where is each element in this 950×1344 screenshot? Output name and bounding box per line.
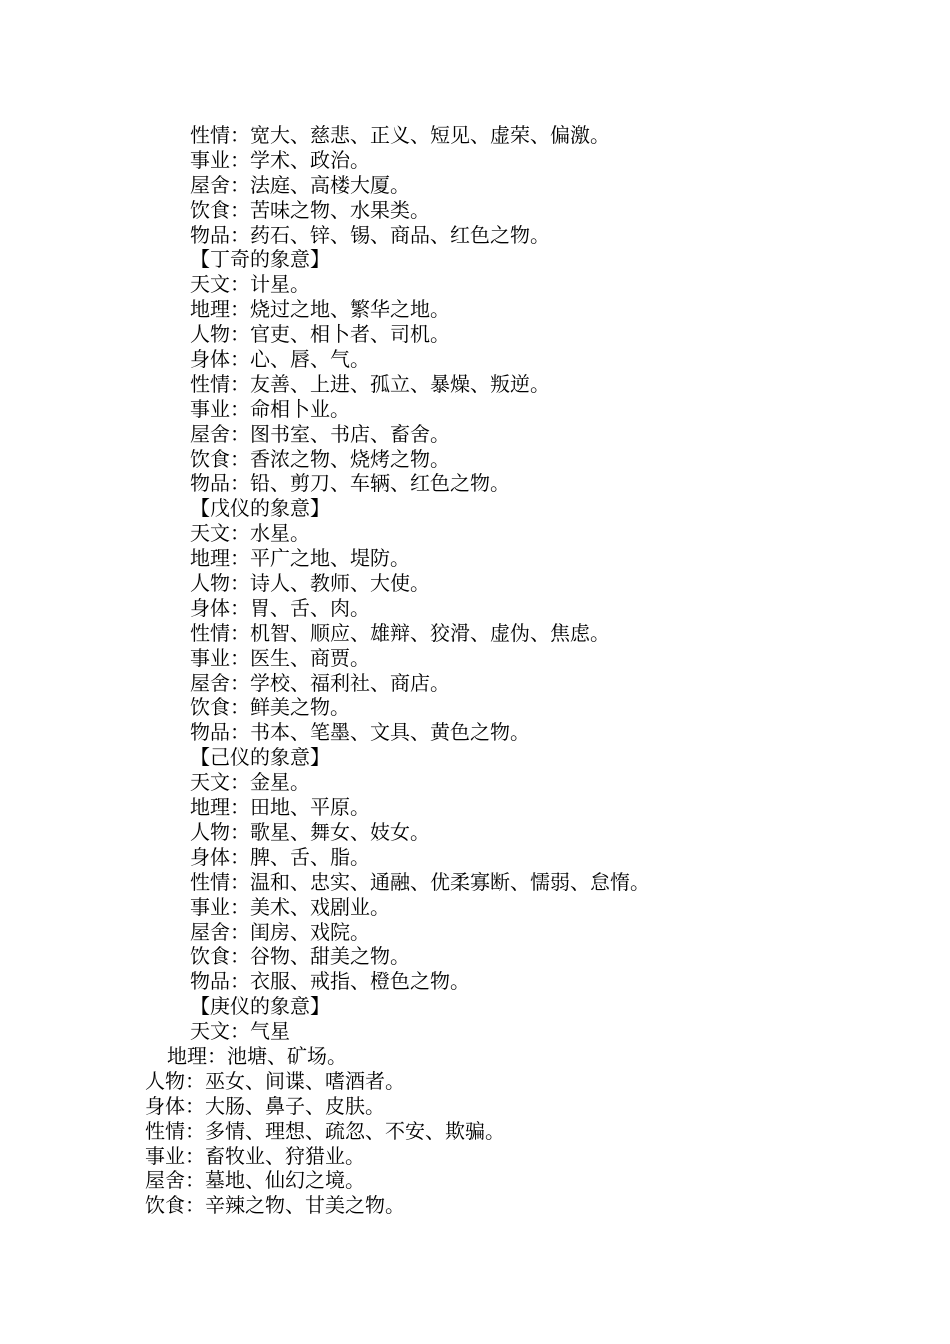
text-line: 天文：金星。	[190, 770, 310, 795]
text-line: 地理：池塘、矿场。	[167, 1043, 347, 1068]
text-line: 地理：田地、平原。	[190, 795, 370, 820]
text-line: 饮食：香浓之物、烧烤之物。	[190, 446, 450, 471]
text-line: 事业：命相卜业。	[190, 396, 350, 421]
text-line: 身体：脾、舌、脂。	[190, 844, 370, 869]
section-heading: 【庚仪的象意】	[190, 994, 330, 1019]
text-line: 事业：医生、商贾。	[190, 645, 370, 670]
text-line: 身体：心、唇、气。	[190, 347, 370, 372]
text-line: 屋舍：墓地、仙幻之境。	[145, 1168, 365, 1193]
text-line: 事业：学术、政治。	[190, 147, 370, 172]
section-heading: 【戊仪的象意】	[190, 496, 330, 521]
text-line: 人物：歌星、舞女、妓女。	[190, 819, 430, 844]
text-line: 人物：官吏、相卜者、司机。	[190, 322, 450, 347]
text-line: 身体：大肠、鼻子、皮肤。	[145, 1093, 385, 1118]
text-line: 物品：书本、笔墨、文具、黄色之物。	[190, 720, 530, 745]
text-line: 人物：巫女、间谍、嗜酒者。	[145, 1068, 405, 1093]
text-line: 饮食：苦味之物、水果类。	[190, 197, 430, 222]
text-line: 事业：畜牧业、狩猎业。	[145, 1143, 365, 1168]
text-line: 天文：气星	[190, 1019, 290, 1044]
text-line: 物品：药石、锌、锡、商品、红色之物。	[190, 222, 550, 247]
text-line: 天文：水星。	[190, 521, 310, 546]
text-line: 屋舍：闺房、戏院。	[190, 919, 370, 944]
document-page	[0, 123, 950, 1218]
text-line: 地理：烧过之地、繁华之地。	[190, 297, 450, 322]
text-line: 事业：美术、戏剧业。	[190, 894, 390, 919]
text-line: 饮食：辛辣之物、甘美之物。	[145, 1193, 405, 1218]
text-line: 屋舍：学校、福利社、商店。	[190, 670, 450, 695]
section-heading: 【己仪的象意】	[190, 745, 330, 770]
text-line: 饮食：鲜美之物。	[190, 695, 350, 720]
text-line: 人物：诗人、教师、大使。	[190, 571, 430, 596]
text-line: 身体：胃、舌、肉。	[190, 595, 370, 620]
text-line: 物品：衣服、戒指、橙色之物。	[190, 969, 470, 994]
text-line: 屋舍：图书室、书店、畜舍。	[190, 421, 450, 446]
section-heading: 【丁奇的象意】	[190, 247, 330, 272]
text-line: 性情：友善、上进、孤立、暴燥、叛逆。	[190, 371, 550, 396]
text-line: 性情：机智、顺应、雄辩、狡滑、虚伪、焦虑。	[190, 620, 610, 645]
text-line: 物品：铅、剪刀、车辆、红色之物。	[190, 471, 510, 496]
text-line: 性情：多情、理想、疏忽、不安、欺骗。	[145, 1118, 505, 1143]
text-line: 性情：温和、忠实、通融、优柔寡断、懦弱、怠惰。	[190, 869, 650, 894]
text-line: 地理：平广之地、堤防。	[190, 546, 410, 571]
text-line: 饮食：谷物、甜美之物。	[190, 944, 410, 969]
text-line: 性情：宽大、慈悲、正义、短见、虚荣、偏激。	[190, 123, 610, 147]
text-line: 屋舍：法庭、高楼大厦。	[190, 172, 410, 197]
text-line: 天文：计星。	[190, 272, 310, 297]
